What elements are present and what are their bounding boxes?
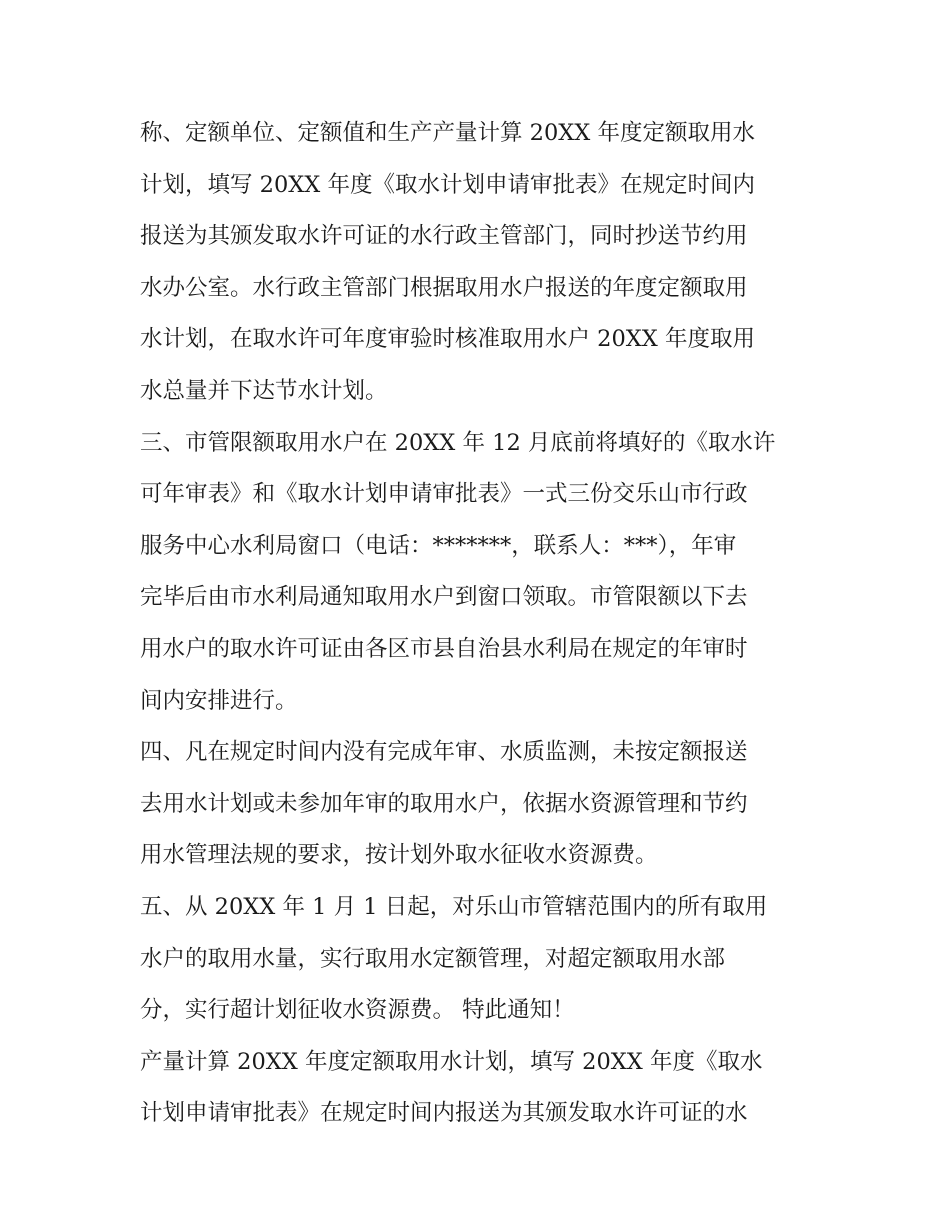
text-line: 用水管理法规的要求，按计划外取水征收水资源费。 xyxy=(140,842,658,869)
text-line: 计划，填写 20XX 年度《取水计划申请审批表》在规定时间内 xyxy=(140,171,755,198)
text-line: 去用水计划或未参加年审的取用水户，依据水资源管理和节约 xyxy=(140,790,748,817)
text-line: 三、市管限额取用水户在 20XX 年 12 月底前将填好的《取水许 xyxy=(140,429,776,456)
text-line: 间内安排进行。 xyxy=(140,687,298,714)
text-line: 水计划，在取水许可年度审验时核准取用水户 20XX 年度取用 xyxy=(140,326,755,353)
document-body xyxy=(140,108,820,1140)
text-line: 完毕后由市水利局通知取用水户到窗口领取。市管限额以下去 xyxy=(140,584,748,611)
text-line: 用水户的取水许可证由各区市县自治县水利局在规定的年审时 xyxy=(140,635,748,662)
text-line: 服务中心水利局窗口（电话：*******，联系人：***），年审 xyxy=(140,532,737,559)
text-line: 水户的取用水量，实行取用水定额管理，对超定额取用水部 xyxy=(140,945,726,972)
text-line: 水总量并下达节水计划。 xyxy=(140,377,388,404)
text-line: 可年审表》和《取水计划申请审批表》一式三份交乐山市行政 xyxy=(140,481,748,508)
text-line: 五、从 20XX 年 1 月 1 日起，对乐山市管辖范围内的所有取用 xyxy=(140,893,768,920)
text-line: 产量计算 20XX 年度定额取用水计划，填写 20XX 年度《取水 xyxy=(140,1048,763,1075)
text-line: 称、定额单位、定额值和生产产量计算 20XX 年度定额取用水 xyxy=(140,120,755,146)
text-line: 计划申请审批表》在规定时间内报送为其颁发取水许可证的水 xyxy=(140,1100,748,1127)
text-line: 报送为其颁发取水许可证的水行政主管部门，同时抄送节约用 xyxy=(140,223,748,250)
text-line: 四、凡在规定时间内没有完成年审、水质监测，未按定额报送 xyxy=(140,739,748,766)
text-line: 分，实行超计划征收水资源费。 特此通知！ xyxy=(140,997,575,1024)
text-line: 水办公室。水行政主管部门根据取用水户报送的年度定额取用 xyxy=(140,274,748,301)
